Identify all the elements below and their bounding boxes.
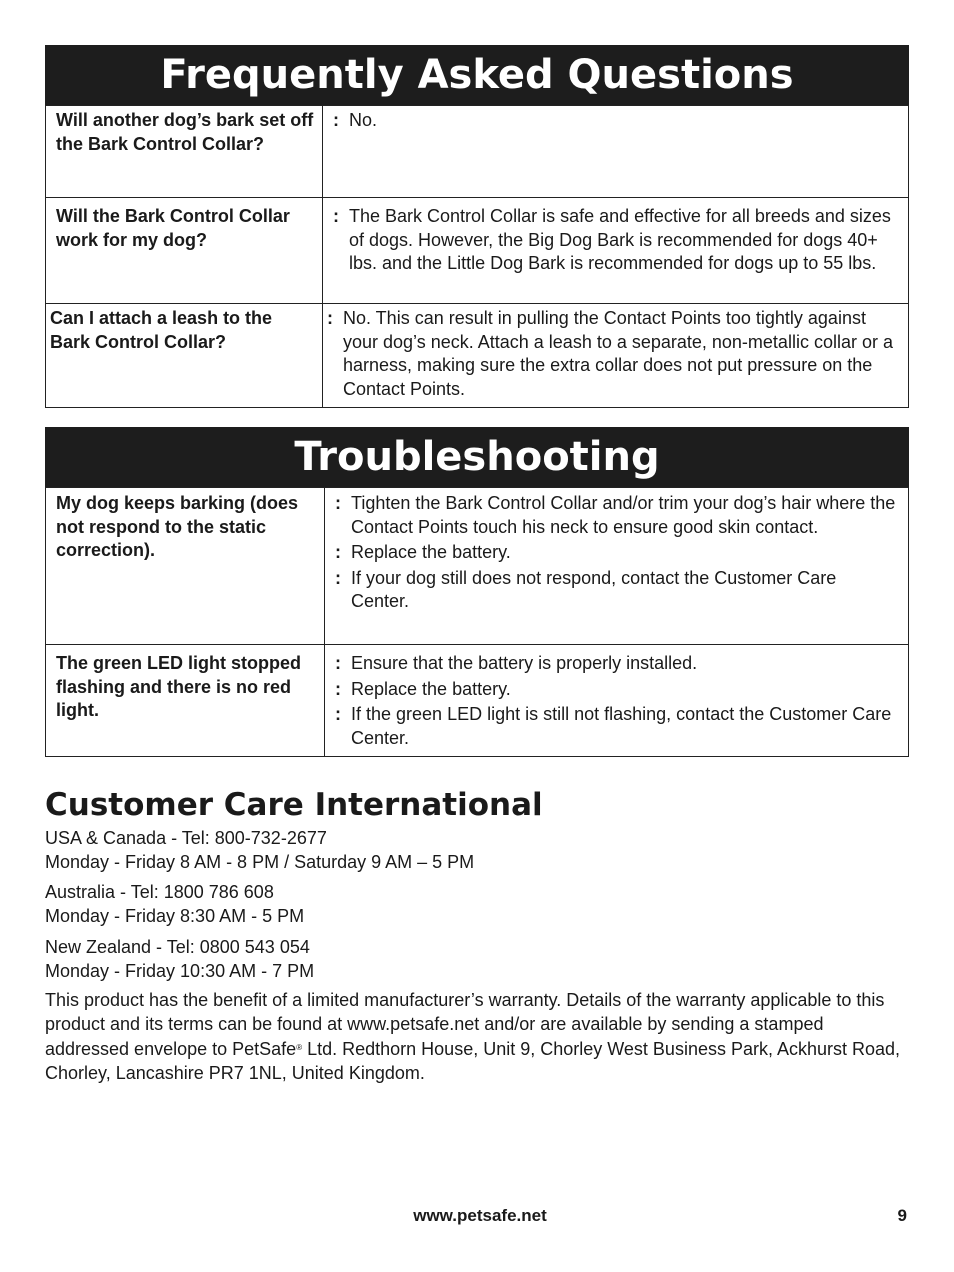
solution-item: : If your dog still does not respond, contact the Customer Care Center. — [335, 567, 837, 611]
faq-title: Frequently Asked Questions — [45, 45, 909, 105]
warranty-paragraph: This product has the benefit of a limited manufacturer’s warranty. Details of the warranty applicable to this product and its terms can be found at www.petsafe.net and/or are available by sending a stamped addressed envelope to PetSafe® Ltd. Redthorn House, Unit 9, Chorley West Business Park, Ackhurst Road, Chorley, Lancashire PR7 1NL, United Kingdom. — [45, 990, 901, 1083]
faq-answer — [323, 304, 909, 408]
table-row — [46, 198, 909, 304]
faq-answer — [323, 198, 909, 304]
problem-description: My dog keeps barking (does not respond to the static correction). — [46, 488, 325, 645]
solution-list — [325, 488, 909, 645]
solution-item: : Replace the battery. — [335, 678, 511, 699]
faq-question: Will another dog’s bark set off the Bark Control Collar? — [46, 106, 323, 198]
faq-answer — [323, 106, 909, 198]
footer-url: www.petsafe.net — [413, 1206, 547, 1225]
contact-usa-canada — [45, 826, 474, 874]
solution-item: : Ensure that the battery is properly installed. — [335, 653, 698, 673]
solution-item: : Tighten the Bark Control Collar and/or trim your dog’s hair where the Contact Points touch his neck to ensure good skin contact. — [335, 493, 896, 537]
contact-hours: Monday - Friday 8 AM - 8 PM / Saturday 9 AM – 5 PM — [45, 852, 475, 872]
contact-phone: USA & Canada - Tel: 800-732-2677 — [45, 828, 327, 848]
answer-item: : The Bark Control Collar is safe and effective for all breeds and sizes of dogs. However, the Big Dog Bark is recommended for dogs 40+ lbs. and the Little Dog Bark is recommended for dogs up to 55 lbs. — [333, 206, 891, 273]
answer-item: : No. — [333, 110, 378, 130]
table-row — [46, 106, 909, 198]
page-number: 9 — [897, 1206, 907, 1225]
solution-item: : Replace the battery. — [335, 542, 511, 562]
faq-table — [45, 105, 909, 408]
contact-new-zealand — [45, 935, 314, 983]
faq-question: Can I attach a leash to the Bark Control Collar? — [46, 304, 323, 408]
troubleshooting-table — [45, 487, 909, 757]
solution-item: : If the green LED light is still not flashing, contact the Customer Care Center. — [335, 704, 892, 748]
troubleshooting-section — [45, 427, 909, 757]
answer-item: : No. This can result in pulling the Contact Points too tightly against your dog’s neck. Attach a leash to a separate, non-metallic collar or a harness, making sure the extra collar does not put pressure on the Contact Points. — [327, 308, 893, 399]
customer-care-heading: Customer Care International — [45, 787, 543, 823]
table-row — [46, 645, 909, 757]
contact-phone: Australia - Tel: 1800 786 608 — [45, 882, 274, 902]
faq-question: Will the Bark Control Collar work for my dog? — [46, 198, 323, 304]
solution-list — [325, 645, 909, 757]
contact-hours: Monday - Friday 8:30 AM - 5 PM — [45, 906, 305, 926]
faq-section — [45, 45, 909, 408]
table-row — [46, 304, 909, 408]
table-row — [46, 488, 909, 645]
contact-phone: New Zealand - Tel: 0800 543 054 — [45, 937, 310, 957]
contact-australia — [45, 880, 304, 928]
troubleshooting-title: Troubleshooting — [45, 427, 909, 487]
contact-hours: Monday - Friday 10:30 AM - 7 PM — [45, 961, 315, 981]
registered-mark: ® — [296, 1043, 303, 1052]
problem-description: The green LED light stopped flashing and there is no red light. — [46, 645, 325, 757]
